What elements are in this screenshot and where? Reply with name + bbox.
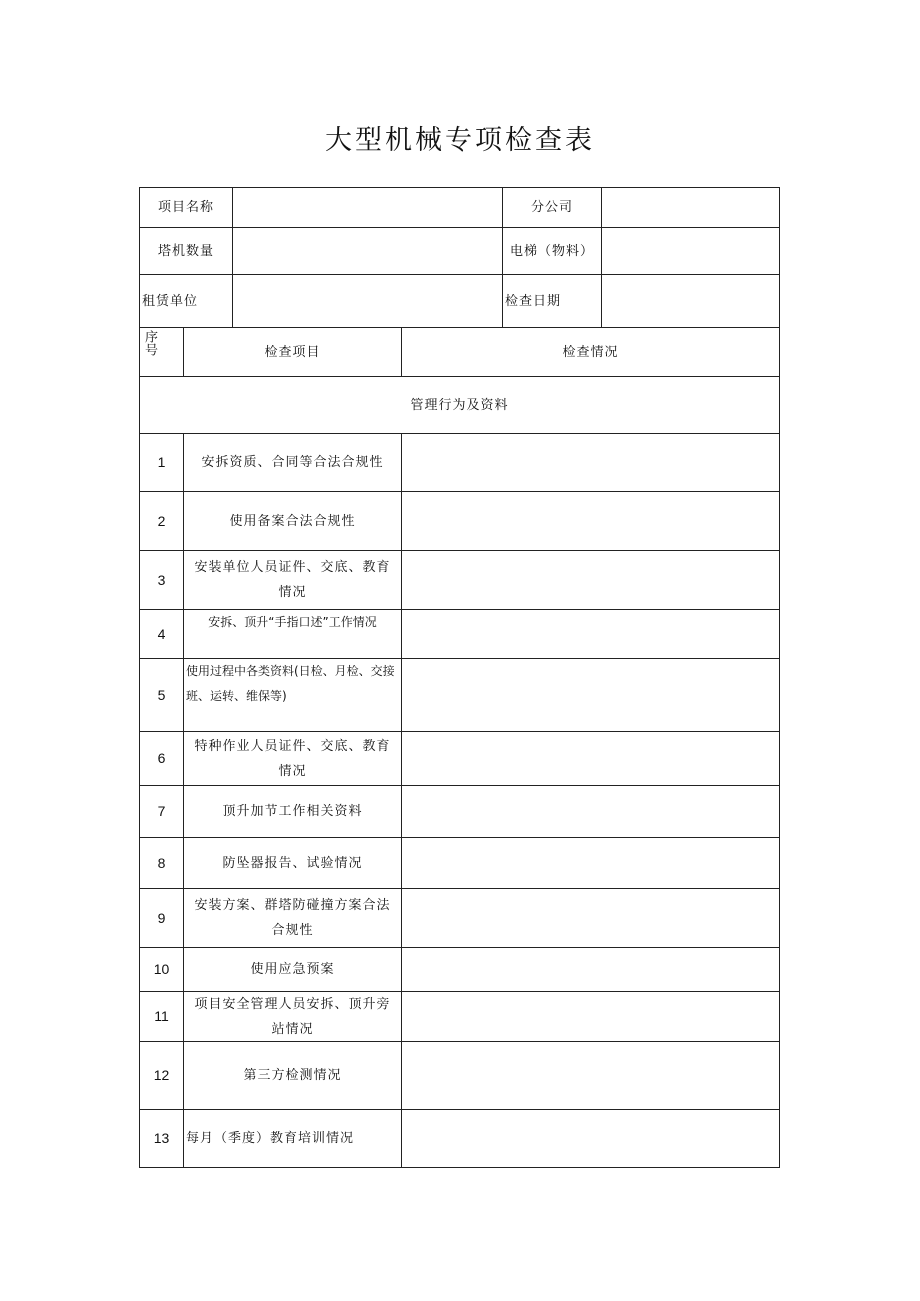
project-name-label: 项目名称: [139, 187, 233, 228]
row-number: 8: [139, 837, 184, 889]
row-item: 特种作业人员证件、交底、教育情况: [183, 731, 402, 786]
row-number: 7: [139, 785, 184, 838]
row-number: 9: [139, 888, 184, 948]
index-header-text: 序号: [142, 330, 157, 356]
row-item: 使用备案合法合规性: [183, 491, 402, 551]
row-number: 12: [139, 1041, 184, 1110]
branch-label: 分公司: [502, 187, 602, 228]
row-item: 使用应急预案: [183, 947, 402, 992]
project-name-field[interactable]: [232, 187, 503, 228]
row-status-field[interactable]: [401, 1109, 780, 1168]
row-item: 每月（季度）教育培训情况: [183, 1109, 402, 1168]
row-number: 5: [139, 658, 184, 732]
item-column-header: 检查项目: [183, 327, 402, 377]
elevator-field[interactable]: [601, 227, 780, 275]
row-status-field[interactable]: [401, 731, 780, 786]
row-status-field[interactable]: [401, 658, 780, 732]
row-status-field[interactable]: [401, 550, 780, 610]
page-title: 大型机械专项检查表: [325, 125, 595, 156]
row-status-field[interactable]: [401, 837, 780, 889]
row-item: 安拆、顶升“手指口述”工作情况: [183, 609, 402, 659]
row-item: 安拆资质、合同等合法合规性: [183, 433, 402, 492]
check-date-field[interactable]: [601, 274, 780, 328]
branch-field[interactable]: [601, 187, 780, 228]
row-item: 项目安全管理人员安拆、顶升旁站情况: [183, 991, 402, 1042]
row-item: 使用过程中各类资料(日检、月检、交接班、运转、维保等): [183, 658, 402, 732]
row-number: 6: [139, 731, 184, 786]
row-number: 10: [139, 947, 184, 992]
row-status-field[interactable]: [401, 609, 780, 659]
row-status-field[interactable]: [401, 785, 780, 838]
row-number: 11: [139, 991, 184, 1042]
row-number: 2: [139, 491, 184, 551]
row-item: 安装方案、群塔防碰撞方案合法合规性: [183, 888, 402, 948]
lease-unit-label: 租赁单位: [139, 274, 233, 328]
row-status-field[interactable]: [401, 433, 780, 492]
tower-crane-field[interactable]: [232, 227, 503, 275]
row-item: 顶升加节工作相关资料: [183, 785, 402, 838]
row-item: 第三方检测情况: [183, 1041, 402, 1110]
row-status-field[interactable]: [401, 491, 780, 551]
tower-crane-label: 塔机数量: [139, 227, 233, 275]
row-number: 1: [139, 433, 184, 492]
check-date-label: 检查日期: [502, 274, 602, 328]
index-column-header: [139, 327, 184, 377]
row-number: 13: [139, 1109, 184, 1168]
lease-unit-field[interactable]: [232, 274, 503, 328]
row-status-field[interactable]: [401, 991, 780, 1042]
row-status-field[interactable]: [401, 947, 780, 992]
row-number: 3: [139, 550, 184, 610]
row-item: 安装单位人员证件、交底、教育情况: [183, 550, 402, 610]
row-item: 防坠器报告、试验情况: [183, 837, 402, 889]
row-status-field[interactable]: [401, 1041, 780, 1110]
elevator-label: 电梯（物料）: [502, 227, 602, 275]
row-status-field[interactable]: [401, 888, 780, 948]
inspection-table: [140, 188, 780, 1169]
row-number: 4: [139, 609, 184, 659]
status-column-header: 检查情况: [401, 327, 780, 377]
section-heading: 管理行为及资料: [139, 376, 780, 434]
